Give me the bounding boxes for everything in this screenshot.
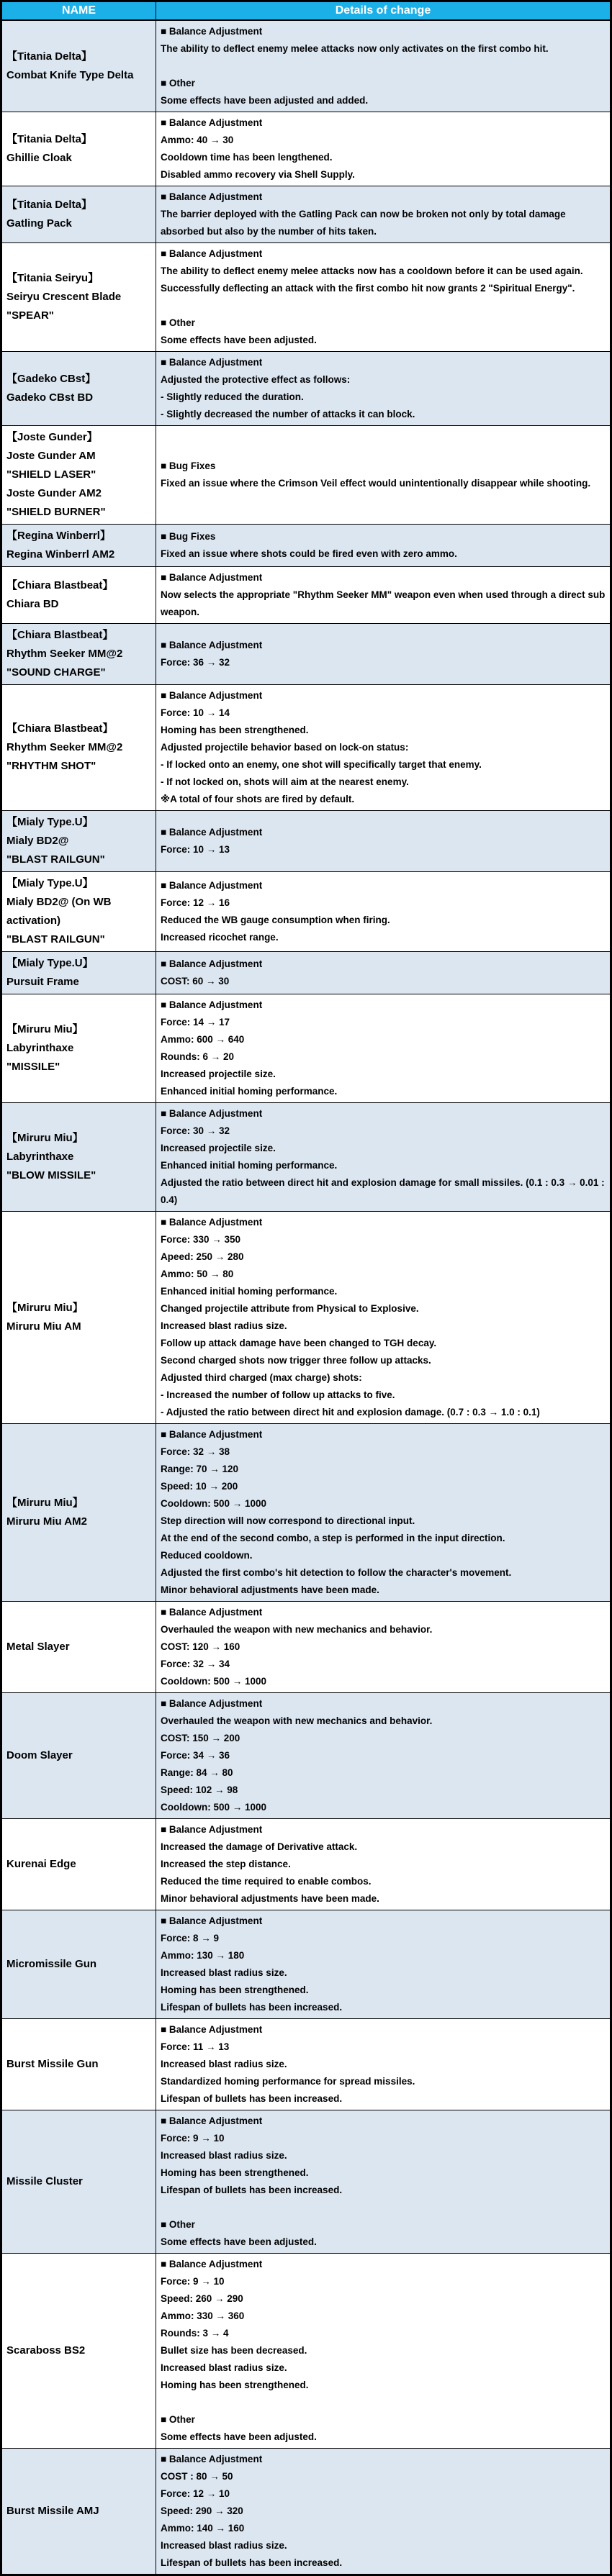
detail-line: Force: 8 → 9 bbox=[161, 1933, 220, 1944]
details-cell bbox=[156, 994, 611, 1103]
detail-line: Minor behavioral adjustments have been made. bbox=[161, 1584, 379, 1595]
weapon-name-line: Miruru Miu AM bbox=[6, 1320, 81, 1333]
detail-line: ■ Bug Fixes bbox=[161, 461, 216, 471]
column-header-name: NAME bbox=[1, 1, 156, 21]
detail-line: Speed: 10 → 200 bbox=[161, 1481, 238, 1492]
detail-line: Force: 10 → 14 bbox=[161, 707, 230, 718]
detail-line: Speed: 102 → 98 bbox=[161, 1784, 238, 1795]
weapon-name-line: 【Joste Gunder】 bbox=[6, 431, 98, 443]
table-row bbox=[1, 685, 611, 811]
detail-line: ■ Balance Adjustment bbox=[161, 26, 263, 37]
detail-line: ■ Balance Adjustment bbox=[161, 2024, 263, 2035]
details-cell bbox=[156, 525, 611, 567]
detail-line: Adjusted third charged (max charge) shots: bbox=[161, 1372, 362, 1383]
detail-line: Reduced cooldown. bbox=[161, 1550, 253, 1561]
detail-line: ■ Balance Adjustment bbox=[161, 827, 263, 838]
detail-line: Cooldown: 500 → 1000 bbox=[161, 1676, 267, 1687]
detail-line: Cooldown: 500 → 1000 bbox=[161, 1802, 267, 1813]
detail-line: Follow up attack damage have been changed to TGH decay. bbox=[161, 1338, 437, 1348]
detail-line: Some effects have been adjusted. bbox=[161, 2236, 317, 2247]
detail-line bbox=[161, 2199, 606, 2216]
detail-line: Homing has been strengthened. bbox=[161, 725, 309, 735]
weapon-name-cell bbox=[1, 1424, 156, 1602]
weapon-name-line: 【Chiara Blastbeat】 bbox=[6, 722, 114, 735]
detail-line: Some effects have been adjusted. bbox=[161, 335, 317, 345]
weapon-name-line: Regina Winberrl AM2 bbox=[6, 548, 115, 561]
weapon-name-line: 【Mialy Type.U】 bbox=[6, 877, 94, 889]
detail-line: The barrier deployed with the Gatling Pack can now be broken not only by total damage absorbed but also by the number of hits taken. bbox=[161, 209, 566, 237]
detail-line: Force: 32 → 34 bbox=[161, 1659, 230, 1669]
details-cell bbox=[156, 2019, 611, 2110]
table-row bbox=[1, 1103, 611, 1212]
weapon-name-line: Ghillie Cloak bbox=[6, 152, 72, 164]
detail-line: ■ Balance Adjustment bbox=[161, 191, 263, 202]
detail-line: Now selects the appropriate "Rhythm Seeker MM" weapon even when used through a direct sub weapon. bbox=[161, 589, 606, 617]
detail-line: Ammo: 50 → 80 bbox=[161, 1269, 234, 1279]
detail-line: Force: 30 → 32 bbox=[161, 1125, 230, 1136]
detail-line: Fixed an issue where shots could be fired even with zero ammo. bbox=[161, 548, 457, 559]
detail-line: ■ Other bbox=[161, 78, 195, 89]
detail-line: Force: 9 → 10 bbox=[161, 2133, 225, 2144]
details-cell bbox=[156, 811, 611, 872]
detail-line: ■ Balance Adjustment bbox=[161, 117, 263, 128]
detail-line: Adjusted the first combo's hit detection to follow the character's movement. bbox=[161, 1567, 512, 1578]
detail-line: ※A total of four shots are fired by default. bbox=[161, 794, 355, 804]
weapon-name-line: Scaraboss BS2 bbox=[6, 2344, 86, 2357]
detail-line: The ability to deflect enemy melee attacks now has a cooldown before it can be used again. bbox=[161, 266, 583, 276]
detail-line: - Slightly reduced the duration. bbox=[161, 391, 304, 402]
detail-line: ■ Balance Adjustment bbox=[161, 357, 263, 368]
weapon-name-cell bbox=[1, 2110, 156, 2254]
weapon-name-line: "SPEAR" bbox=[6, 309, 54, 322]
detail-line: ■ Balance Adjustment bbox=[161, 1915, 263, 1926]
weapon-name-line: 【Titania Seiryu】 bbox=[6, 272, 99, 284]
weapon-name-line: 【Miruru Miu】 bbox=[6, 1023, 84, 1035]
detail-line: ■ Balance Adjustment bbox=[161, 999, 263, 1010]
weapon-name-cell bbox=[1, 811, 156, 872]
detail-line: Force: 32 → 38 bbox=[161, 1446, 230, 1457]
detail-line: ■ Balance Adjustment bbox=[161, 1217, 263, 1228]
detail-line: - Increased the number of follow up attacks to five. bbox=[161, 1389, 395, 1400]
weapon-name-line: 【Miruru Miu】 bbox=[6, 1497, 84, 1509]
table-row bbox=[1, 112, 611, 186]
detail-line: COST : 80 → 50 bbox=[161, 2471, 233, 2482]
detail-line: Increased blast radius size. bbox=[161, 1967, 287, 1978]
detail-line: Fixed an issue where the Crimson Veil effect would unintentionally disappear while shooting. bbox=[161, 478, 591, 489]
detail-line: Increased blast radius size. bbox=[161, 2059, 287, 2069]
detail-line: At the end of the second combo, a step is performed in the input direction. bbox=[161, 1533, 505, 1543]
weapon-name-cell bbox=[1, 567, 156, 624]
detail-line: ■ Bug Fixes bbox=[161, 531, 216, 542]
weapon-name-cell bbox=[1, 2019, 156, 2110]
weapon-name-line: Burst Missile Gun bbox=[6, 2058, 99, 2070]
weapon-name-line: 【Regina Winberrl】 bbox=[6, 530, 111, 542]
detail-line: - If locked onto an enemy, one shot will specifically target that enemy. bbox=[161, 759, 482, 770]
weapon-name-line: "BLAST RAILGUN" bbox=[6, 853, 105, 866]
detail-line: Successfully deflecting an attack with the first combo hit now grants 2 "Spiritual Energy". bbox=[161, 283, 575, 294]
weapon-name-cell bbox=[1, 1693, 156, 1819]
table-row bbox=[1, 2110, 611, 2254]
weapon-name-cell bbox=[1, 952, 156, 994]
detail-line: Ammo: 600 → 640 bbox=[161, 1034, 245, 1045]
weapon-name-cell bbox=[1, 1602, 156, 1693]
detail-line: ■ Balance Adjustment bbox=[161, 1824, 263, 1835]
detail-line: Increased projectile size. bbox=[161, 1069, 276, 1079]
detail-line: Reduced the time required to enable combos. bbox=[161, 1876, 372, 1887]
weapon-name-line: 【Mialy Type.U】 bbox=[6, 816, 94, 828]
table-row bbox=[1, 624, 611, 685]
weapon-name-line: Rhythm Seeker MM@2 bbox=[6, 648, 123, 660]
details-cell bbox=[156, 2110, 611, 2254]
weapon-name-line: 【Gadeko CBst】 bbox=[6, 373, 96, 385]
detail-line: ■ Balance Adjustment bbox=[161, 2454, 263, 2464]
detail-line: COST: 150 → 200 bbox=[161, 1733, 240, 1743]
detail-line: COST: 120 → 160 bbox=[161, 1641, 240, 1652]
details-cell bbox=[156, 1693, 611, 1819]
detail-line: ■ Balance Adjustment bbox=[161, 640, 263, 650]
detail-line: Lifespan of bullets has been increased. bbox=[161, 2185, 343, 2195]
table-row bbox=[1, 994, 611, 1103]
detail-line: Adjusted projectile behavior based on lock-on status: bbox=[161, 742, 409, 753]
weapon-name-cell bbox=[1, 1819, 156, 1910]
weapon-name-line: "SOUND CHARGE" bbox=[6, 666, 106, 679]
weapon-name-cell bbox=[1, 426, 156, 525]
weapon-name-line: 【Titania Delta】 bbox=[6, 199, 92, 211]
table-row bbox=[1, 186, 611, 243]
detail-line: ■ Other bbox=[161, 2219, 195, 2230]
table-row bbox=[1, 811, 611, 872]
details-cell bbox=[156, 624, 611, 685]
detail-line: Increased the damage of Derivative attack. bbox=[161, 1841, 358, 1852]
detail-line: COST: 60 → 30 bbox=[161, 976, 230, 987]
detail-line: Force: 9 → 10 bbox=[161, 2276, 225, 2287]
weapon-name-line: Combat Knife Type Delta bbox=[6, 69, 134, 81]
weapon-name-line: Labyrinthaxe bbox=[6, 1042, 74, 1054]
weapon-name-line: Mialy BD2@ bbox=[6, 835, 69, 847]
details-cell bbox=[156, 352, 611, 426]
detail-line: Enhanced initial homing performance. bbox=[161, 1086, 338, 1097]
weapon-name-line: "BLAST RAILGUN" bbox=[6, 933, 105, 945]
details-cell bbox=[156, 1602, 611, 1693]
detail-line: Minor behavioral adjustments have been made. bbox=[161, 1893, 379, 1904]
detail-line: ■ Other bbox=[161, 317, 195, 328]
details-cell bbox=[156, 243, 611, 352]
table-row bbox=[1, 1910, 611, 2019]
details-cell bbox=[156, 1424, 611, 1602]
table-row bbox=[1, 952, 611, 994]
table-row bbox=[1, 20, 611, 112]
detail-line: Homing has been strengthened. bbox=[161, 2167, 309, 2178]
detail-line: Range: 70 → 120 bbox=[161, 1464, 239, 1474]
column-header-details: Details of change bbox=[156, 1, 611, 21]
detail-line: ■ Balance Adjustment bbox=[161, 572, 263, 583]
detail-line bbox=[161, 2394, 606, 2411]
weapon-name-line: Miruru Miu AM2 bbox=[6, 1515, 87, 1528]
detail-line: Changed projectile attribute from Physical to Explosive. bbox=[161, 1303, 419, 1314]
weapon-name-line: Joste Gunder AM2 bbox=[6, 487, 102, 499]
detail-line: Ammo: 130 → 180 bbox=[161, 1950, 245, 1961]
details-cell bbox=[156, 112, 611, 186]
detail-line: Homing has been strengthened. bbox=[161, 1985, 309, 1995]
details-cell bbox=[156, 426, 611, 525]
weapon-name-line: Burst Missile AMJ bbox=[6, 2505, 99, 2517]
detail-line: Speed: 290 → 320 bbox=[161, 2505, 243, 2516]
weapon-name-line: 【Miruru Miu】 bbox=[6, 1132, 84, 1144]
detail-line: - Slightly decreased the number of attacks it can block. bbox=[161, 409, 415, 419]
weapon-name-line: 【Chiara Blastbeat】 bbox=[6, 579, 114, 591]
detail-line: Force: 14 → 17 bbox=[161, 1017, 230, 1028]
details-cell bbox=[156, 952, 611, 994]
detail-line: - Adjusted the ratio between direct hit and explosion damage. (0.7 : 0.3 → 1.0 : 0.1) bbox=[161, 1407, 540, 1418]
detail-line: Force: 34 → 36 bbox=[161, 1750, 230, 1761]
detail-line: Apeed: 250 → 280 bbox=[161, 1251, 244, 1262]
detail-line: ■ Balance Adjustment bbox=[161, 690, 263, 701]
detail-line: Lifespan of bullets has been increased. bbox=[161, 2557, 343, 2568]
detail-line: ■ Balance Adjustment bbox=[161, 1108, 263, 1119]
details-cell bbox=[156, 567, 611, 624]
detail-line: Adjusted the protective effect as follows: bbox=[161, 374, 351, 385]
weapon-name-cell bbox=[1, 872, 156, 952]
detail-line: Rounds: 6 → 20 bbox=[161, 1051, 235, 1062]
detail-line: Standardized homing performance for spread missiles. bbox=[161, 2076, 415, 2087]
weapon-name-cell bbox=[1, 352, 156, 426]
weapon-name-line: "SHIELD LASER" bbox=[6, 468, 96, 481]
detail-line: Ammo: 140 → 160 bbox=[161, 2523, 245, 2534]
table-row bbox=[1, 1212, 611, 1424]
detail-line: Lifespan of bullets has been increased. bbox=[161, 2093, 343, 2104]
detail-line: Cooldown: 500 → 1000 bbox=[161, 1498, 267, 1509]
detail-line: Cooldown time has been lengthened. bbox=[161, 152, 333, 163]
details-cell bbox=[156, 1212, 611, 1424]
detail-line: Increased the step distance. bbox=[161, 1859, 291, 1869]
detail-line: ■ Balance Adjustment bbox=[161, 2115, 263, 2126]
table-row bbox=[1, 567, 611, 624]
weapon-name-line: 【Chiara Blastbeat】 bbox=[6, 629, 114, 641]
table-row bbox=[1, 2449, 611, 2575]
detail-line: Increased blast radius size. bbox=[161, 2150, 287, 2161]
table-row bbox=[1, 525, 611, 567]
detail-line: Force: 36 → 32 bbox=[161, 657, 230, 668]
weapon-name-line: Labyrinthaxe bbox=[6, 1151, 74, 1163]
details-cell bbox=[156, 872, 611, 952]
weapon-name-line: "SHIELD BURNER" bbox=[6, 506, 106, 518]
weapon-name-cell bbox=[1, 2449, 156, 2575]
detail-line: Enhanced initial homing performance. bbox=[161, 1160, 338, 1171]
weapon-name-cell bbox=[1, 186, 156, 243]
weapon-name-line: Gadeko CBst BD bbox=[6, 391, 94, 404]
weapon-name-line: Mialy BD2@ (On WB activation) bbox=[6, 896, 112, 927]
table-row bbox=[1, 872, 611, 952]
detail-line: Force: 330 → 350 bbox=[161, 1234, 241, 1245]
detail-line: Force: 10 → 13 bbox=[161, 844, 230, 855]
detail-line: Enhanced initial homing performance. bbox=[161, 1286, 338, 1297]
detail-line: Range: 84 → 80 bbox=[161, 1767, 233, 1778]
details-cell bbox=[156, 685, 611, 811]
table-row bbox=[1, 1693, 611, 1819]
table-row bbox=[1, 243, 611, 352]
weapon-name-cell bbox=[1, 20, 156, 112]
weapon-name-cell bbox=[1, 1910, 156, 2019]
weapon-name-line: Micromissile Gun bbox=[6, 1958, 97, 1970]
weapon-name-line: 【Titania Delta】 bbox=[6, 50, 92, 63]
detail-line: Some effects have been adjusted. bbox=[161, 2431, 317, 2442]
detail-line: Increased blast radius size. bbox=[161, 1320, 287, 1331]
detail-line: Overhauled the weapon with new mechanics and behavior. bbox=[161, 1624, 433, 1635]
detail-line: ■ Balance Adjustment bbox=[161, 2259, 263, 2269]
weapon-name-line: 【Mialy Type.U】 bbox=[6, 957, 94, 969]
table-row bbox=[1, 2254, 611, 2449]
details-cell bbox=[156, 1103, 611, 1212]
detail-line: Force: 12 → 10 bbox=[161, 2488, 230, 2499]
detail-line: Increased projectile size. bbox=[161, 1143, 276, 1153]
table-body bbox=[1, 20, 611, 2575]
weapon-name-line: "RHYTHM SHOT" bbox=[6, 760, 96, 772]
detail-line: Lifespan of bullets has been increased. bbox=[161, 2002, 343, 2013]
weapon-name-line: Joste Gunder AM bbox=[6, 450, 96, 462]
detail-line: Increased ricochet range. bbox=[161, 932, 279, 943]
detail-line: Increased blast radius size. bbox=[161, 2540, 287, 2551]
detail-line: Increased blast radius size. bbox=[161, 2362, 287, 2373]
detail-line bbox=[161, 58, 606, 75]
detail-line: Rounds: 3 → 4 bbox=[161, 2328, 229, 2339]
detail-line: Ammo: 40 → 30 bbox=[161, 135, 234, 145]
detail-line: ■ Balance Adjustment bbox=[161, 958, 263, 969]
detail-line: ■ Balance Adjustment bbox=[161, 1429, 263, 1440]
detail-line: Step direction will now correspond to directional input. bbox=[161, 1515, 415, 1526]
table-row bbox=[1, 352, 611, 426]
weapon-name-cell bbox=[1, 1103, 156, 1212]
weapon-name-line: Metal Slayer bbox=[6, 1641, 70, 1653]
detail-line: ■ Balance Adjustment bbox=[161, 1698, 263, 1709]
weapon-name-cell bbox=[1, 112, 156, 186]
detail-line: Disabled ammo recovery via Shell Supply. bbox=[161, 169, 355, 180]
weapon-name-line: Chiara BD bbox=[6, 598, 59, 610]
details-cell bbox=[156, 186, 611, 243]
header-row bbox=[1, 1, 611, 21]
detail-line: ■ Balance Adjustment bbox=[161, 248, 263, 259]
weapon-name-cell bbox=[1, 243, 156, 352]
weapon-name-cell bbox=[1, 685, 156, 811]
weapon-name-cell bbox=[1, 994, 156, 1103]
detail-line: ■ Other bbox=[161, 2414, 195, 2425]
detail-line: The ability to deflect enemy melee attacks now only activates on the first combo hit. bbox=[161, 43, 549, 54]
weapon-name-line: 【Miruru Miu】 bbox=[6, 1302, 84, 1314]
weapon-name-line: Missile Cluster bbox=[6, 2175, 83, 2187]
detail-line: Force: 12 → 16 bbox=[161, 897, 230, 908]
weapon-name-line: Gatling Pack bbox=[6, 217, 72, 230]
detail-line: ■ Balance Adjustment bbox=[161, 880, 263, 891]
detail-line: ■ Balance Adjustment bbox=[161, 1607, 263, 1618]
detail-line: Homing has been strengthened. bbox=[161, 2380, 309, 2390]
weapon-name-line: Seiryu Crescent Blade bbox=[6, 291, 122, 303]
weapon-name-line: "BLOW MISSILE" bbox=[6, 1169, 96, 1182]
table-row bbox=[1, 2019, 611, 2110]
weapon-name-line: Doom Slayer bbox=[6, 1749, 73, 1761]
weapon-name-line: Kurenai Edge bbox=[6, 1858, 76, 1870]
weapon-name-line: Rhythm Seeker MM@2 bbox=[6, 741, 123, 753]
weapon-name-cell bbox=[1, 624, 156, 685]
details-cell bbox=[156, 1910, 611, 2019]
weapon-name-cell bbox=[1, 1212, 156, 1424]
weapon-name-cell bbox=[1, 525, 156, 567]
detail-line bbox=[161, 297, 606, 314]
details-cell bbox=[156, 1819, 611, 1910]
weapon-name-cell bbox=[1, 2254, 156, 2449]
detail-line: Ammo: 330 → 360 bbox=[161, 2310, 245, 2321]
details-cell bbox=[156, 20, 611, 112]
details-cell bbox=[156, 2254, 611, 2449]
detail-line: Second charged shots now trigger three follow up attacks. bbox=[161, 1355, 431, 1366]
table-row bbox=[1, 1424, 611, 1602]
detail-line: Adjusted the ratio between direct hit and explosion damage for small missiles. (0.1 : 0.3 → 0.01 : 0.4) bbox=[161, 1177, 605, 1205]
table-row bbox=[1, 1602, 611, 1693]
detail-line: - If not locked on, shots will aim at the nearest enemy. bbox=[161, 776, 409, 787]
detail-line: Speed: 260 → 290 bbox=[161, 2293, 243, 2304]
detail-line: Bullet size has been decreased. bbox=[161, 2345, 307, 2356]
weapon-name-line: 【Titania Delta】 bbox=[6, 133, 92, 145]
detail-line: Reduced the WB gauge consumption when firing. bbox=[161, 915, 390, 925]
detail-line: Overhauled the weapon with new mechanics and behavior. bbox=[161, 1715, 433, 1726]
table-row bbox=[1, 1819, 611, 1910]
weapon-name-line: Pursuit Frame bbox=[6, 976, 79, 988]
weapon-name-line: "MISSILE" bbox=[6, 1061, 60, 1073]
details-cell bbox=[156, 2449, 611, 2575]
detail-line: Force: 11 → 13 bbox=[161, 2041, 230, 2052]
detail-line: Some effects have been adjusted and added. bbox=[161, 95, 369, 106]
table-row bbox=[1, 426, 611, 525]
